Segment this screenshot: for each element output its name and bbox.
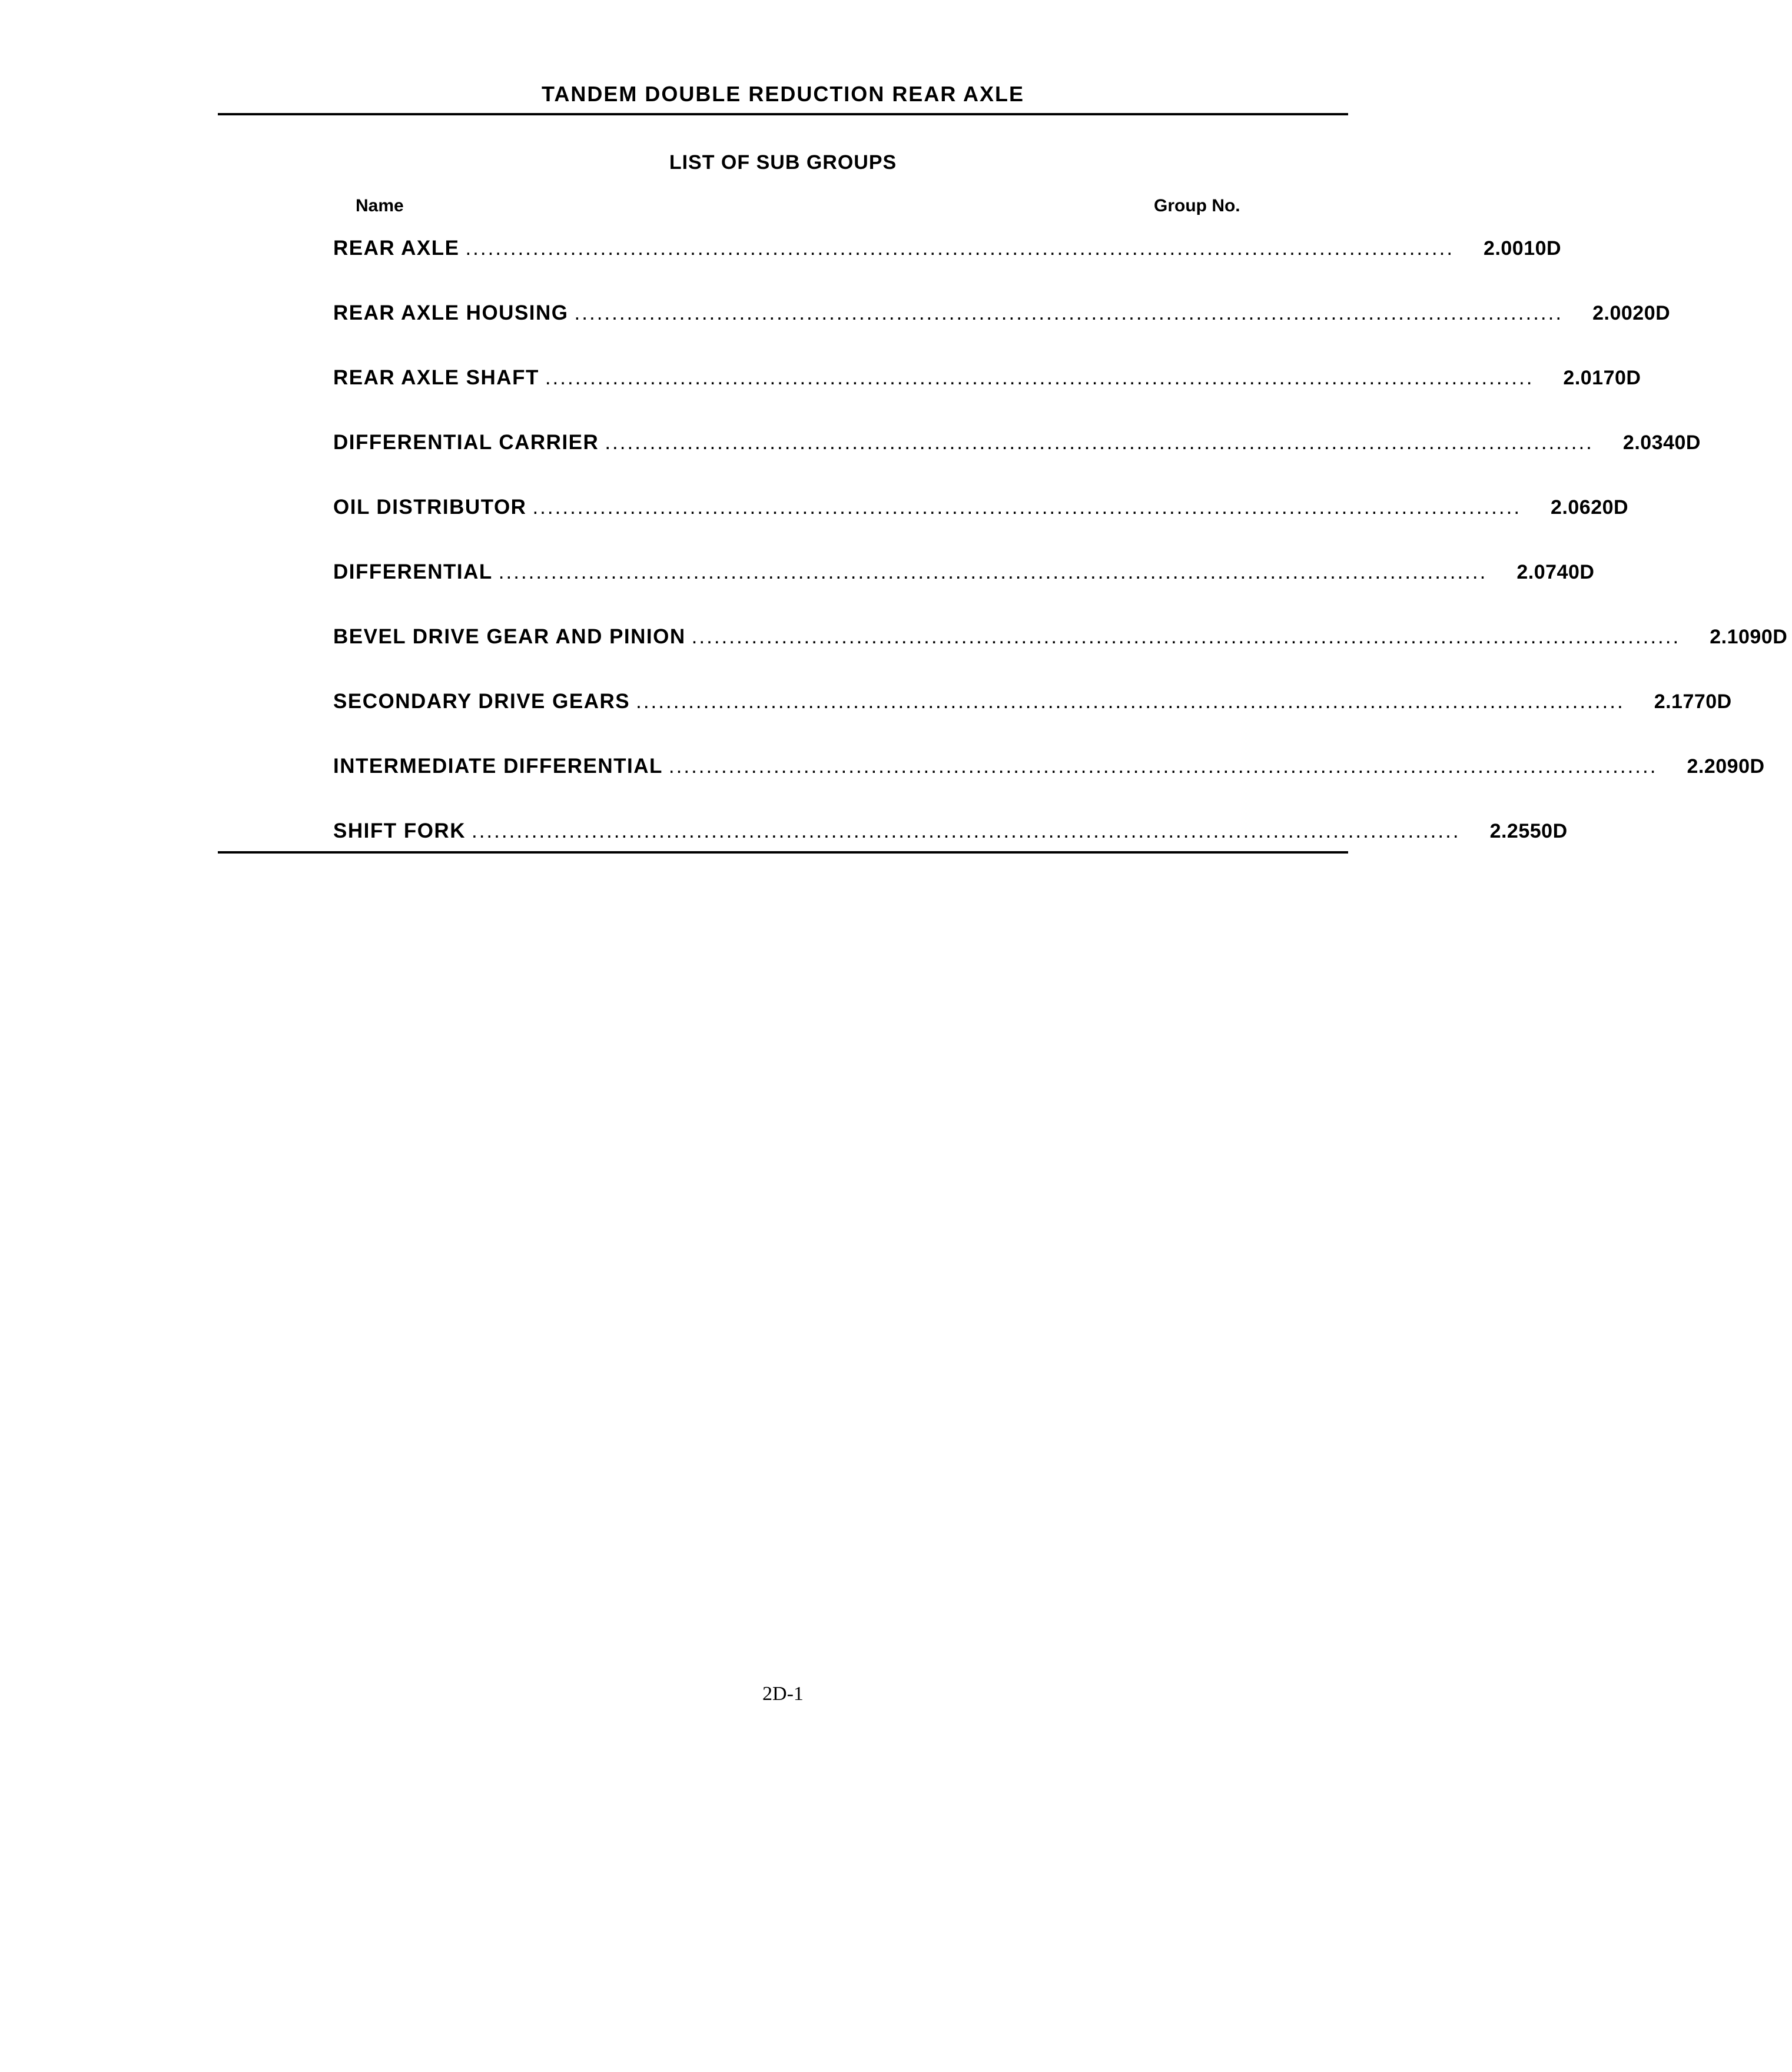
list-item <box>333 688 1732 752</box>
dot-leader: .................................................................................................................................... <box>636 690 1625 713</box>
list-item <box>333 493 1629 558</box>
sub-group-name: REAR AXLE <box>333 237 460 260</box>
group-number: 2.0340D <box>1622 431 1701 454</box>
list-item <box>333 817 1568 882</box>
list-item <box>333 234 1562 299</box>
dot-leader: .................................................................................................................................... <box>668 755 1658 778</box>
list-item <box>333 558 1595 623</box>
sub-group-name: REAR AXLE SHAFT <box>333 366 539 389</box>
group-number: 2.0020D <box>1592 302 1671 324</box>
list-item <box>333 752 1765 817</box>
group-number: 2.2090D <box>1687 755 1765 778</box>
page-number: 2D-1 <box>762 1683 804 1705</box>
dot-leader: .................................................................................................................................... <box>545 366 1534 389</box>
dot-leader: .................................................................................................................................... <box>574 301 1564 324</box>
column-header-name: Name <box>356 196 404 215</box>
dot-leader: .................................................................................................................................... <box>605 431 1594 454</box>
sub-group-name: INTERMEDIATE DIFFERENTIAL <box>333 755 663 778</box>
sub-group-name: REAR AXLE HOUSING <box>333 301 569 324</box>
list-item <box>333 364 1641 429</box>
group-number: 2.2550D <box>1489 820 1568 842</box>
dot-leader: .................................................................................................................................... <box>471 819 1461 842</box>
dot-leader: .................................................................................................................................... <box>532 496 1522 519</box>
list-subtitle: LIST OF SUB GROUPS <box>669 151 897 174</box>
dot-leader: .................................................................................................................................... <box>498 560 1488 583</box>
sub-group-name: SECONDARY DRIVE GEARS <box>333 690 630 713</box>
group-number: 2.1090D <box>1710 626 1788 648</box>
group-number: 2.0170D <box>1563 367 1641 389</box>
top-rule <box>218 113 1348 115</box>
bottom-rule <box>218 851 1348 854</box>
sub-group-name: DIFFERENTIAL <box>333 560 493 583</box>
dot-leader: .................................................................................................................................... <box>691 625 1681 648</box>
group-number: 2.0740D <box>1516 561 1595 583</box>
column-header-group-no: Group No. <box>1154 196 1240 215</box>
list-item <box>333 299 1671 364</box>
sub-group-name: SHIFT FORK <box>333 819 466 842</box>
sub-group-name: DIFFERENTIAL CARRIER <box>333 431 599 454</box>
sub-group-name: BEVEL DRIVE GEAR AND PINION <box>333 625 686 648</box>
list-item <box>333 429 1701 493</box>
document-title: TANDEM DOUBLE REDUCTION REAR AXLE <box>542 82 1024 106</box>
group-number: 2.0010D <box>1484 237 1562 260</box>
group-number: 2.1770D <box>1654 690 1732 713</box>
sub-group-name: OIL DISTRIBUTOR <box>333 496 527 519</box>
sub-group-list <box>333 234 1788 882</box>
group-number: 2.0620D <box>1551 496 1629 519</box>
dot-leader: .................................................................................................................................... <box>465 237 1455 260</box>
list-item <box>333 623 1788 688</box>
